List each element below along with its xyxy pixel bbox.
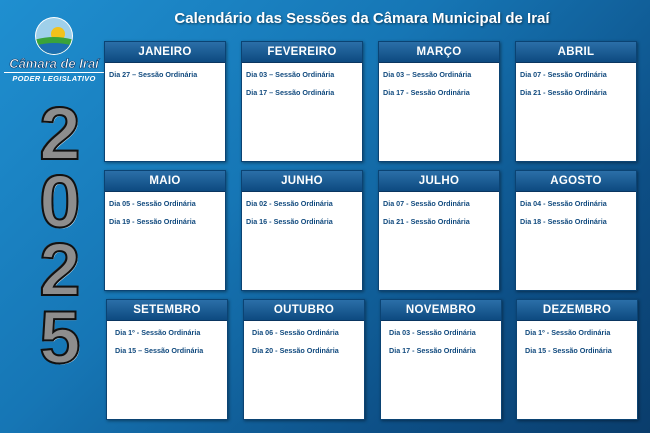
year-digit: 5 [39,296,81,379]
session-entry: Dia 19 - Sessão Ordinária [109,217,196,226]
session-entry: Dia 21 - Sessão Ordinária [520,88,607,97]
session-entry: Dia 15 - Sessão Ordinária [525,346,612,355]
session-entry: Dia 06 - Sessão Ordinária [252,328,339,337]
month-card-janeiro [104,41,226,162]
month-card-julho [378,170,500,291]
month-card-setembro [106,299,228,420]
logo-subtitle: PODER LEGISLATIVO [4,72,104,83]
session-entry: Dia 16 - Sessão Ordinária [246,217,333,226]
year-label [30,92,90,379]
year-digit: 2 [39,92,81,175]
session-entry: Dia 07 - Sessão Ordinária [520,70,607,79]
month-name: MARÇO [379,42,499,63]
session-entry: Dia 15 – Sessão Ordinária [115,346,204,355]
year-digit: 0 [39,160,81,243]
session-entry: Dia 03 – Sessão Ordinária [246,70,335,79]
logo-name: Câmara de Iraí [9,56,99,71]
year-digit: 2 [39,228,81,311]
session-entry: Dia 07 - Sessão Ordinária [383,199,470,208]
session-entry: Dia 18 - Sessão Ordinária [520,217,607,226]
month-card-maio [104,170,226,291]
chamber-logo [4,14,104,86]
month-name: JULHO [379,171,499,192]
month-card-agosto [515,170,637,291]
session-entry: Dia 05 - Sessão Ordinária [109,199,196,208]
session-entry: Dia 04 - Sessão Ordinária [520,199,607,208]
month-name: AGOSTO [516,171,636,192]
month-name: JUNHO [242,171,362,192]
month-card-fevereiro [241,41,363,162]
month-card-abril [515,41,637,162]
session-entry: Dia 17 - Sessão Ordinária [389,346,476,355]
month-card-marco [378,41,500,162]
month-name: MAIO [105,171,225,192]
session-entry: Dia 27 – Sessão Ordinária [109,70,198,79]
session-entry: Dia 17 – Sessão Ordinária [246,88,335,97]
month-card-junho [241,170,363,291]
session-entry: Dia 03 – Sessão Ordinária [383,70,472,79]
month-name: JANEIRO [105,42,225,63]
month-card-outubro [243,299,365,420]
month-name: OUTUBRO [244,300,364,321]
session-entry: Dia 1º - Sessão Ordinária [115,328,201,337]
chamber-emblem-icon [34,16,74,56]
month-card-dezembro [516,299,638,420]
month-name: DEZEMBRO [517,300,637,321]
session-entry: Dia 20 - Sessão Ordinária [252,346,339,355]
page-title: Calendário das Sessões da Câmara Municipal de Iraí [174,10,550,27]
month-name: SETEMBRO [107,300,227,321]
month-card-novembro [380,299,502,420]
session-entry: Dia 21 - Sessão Ordinária [383,217,470,226]
session-entry: Dia 1º - Sessão Ordinária [525,328,611,337]
session-entry: Dia 03 - Sessão Ordinária [389,328,476,337]
month-name: NOVEMBRO [381,300,501,321]
month-name: FEVEREIRO [242,42,362,63]
session-entry: Dia 17 - Sessão Ordinária [383,88,470,97]
session-entry: Dia 02 - Sessão Ordinária [246,199,333,208]
month-name: ABRIL [516,42,636,63]
